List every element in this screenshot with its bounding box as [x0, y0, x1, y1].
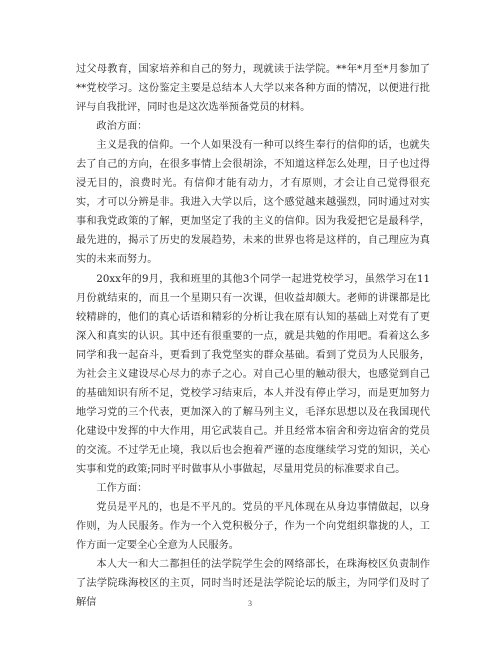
section-heading-politics: 政治方面：: [96, 121, 148, 133]
document-body: [76, 60, 430, 612]
paragraph-party-school: 20xx年的9月，我和班里的其他3个同学一起进党校学习，虽然学习在11月份就结束的，而且一个星期只有一次课，但收益却颇大。老师的讲课都是比较精辟的，他们的真心话语和精彩的分析让我在原有认知的基础上对党有了更深入和真实的认识。其中还有很重要的一点，就是共勉的作用吧。看着这么多同学和我一起奋斗，更看到了我党坚实的群众基础。看到了党员为人民服务，为社会主义建设尽心尽力的赤子之心。对自己心里的触动很大，也感觉到自己的基础知识有所不足，党校学习结束后，本人并没有停止学习，而是更加努力地学习党的三个代表，更加深入的了解马列主义，毛泽东思想以及在我国现代化建设中发挥的中大作用，用它武装自己。并且经常本宿舍和旁边宿舍的党员的交流。不过学无止境，我以后也会抱着严谨的态度继续学习党的知识，关心实事和党的政策;同时平时做事从小事做起，尽量用党员的标准要求自己。: [76, 273, 430, 475]
paragraph-student-union: 本人大一和大二都担任的法学院学生会的网络部长，在珠海校区负责制作了法学院珠海校区的主页，同时当时还是法学院论坛的版主，为同学们及时了解信: [76, 559, 430, 609]
paragraph-party-member: 党员是平凡的，也是不平凡的。党员的平凡体现在从身边事情做起，以身作则，为人民服务。作为一个入党积极分子，作为一个向党组织靠拢的人，工作方面一定要全心全意为人民服务。: [76, 502, 430, 552]
page-number: 3: [248, 599, 252, 608]
paragraph-belief: 主义是我的信仰。一个人如果没有一种可以终生奉行的信仰的话，也就失去了自己的方向，在很多事情上会很胡涂，不知道这样怎么处理，日子也过得浸无目的，浪费时光。有信仰才能有动力，才有原则，才会让自己觉得很充实，才可以分辨是非。我进入大学以后，这个感觉越来越强烈，同时通过对实事和我党政策的了解，更加坚定了我的主义的信仰。因为我爱把它是最科学，最先进的，揭示了历史的发展趋势，未来的世界也将是这样的，自己理应为真实的未来而努力。: [76, 140, 430, 266]
section-heading-work: 工作方面：: [96, 483, 148, 495]
paragraph-intro: 过父母教育，国家培养和自己的努力，现就读于法学院。**年*月至*月参加了**党校学习。这份鉴定主要是总结本人大学以来各种方面的情况，以便进行批评与自我批评，同时也是这次选举预备党员的材料。: [76, 64, 430, 114]
